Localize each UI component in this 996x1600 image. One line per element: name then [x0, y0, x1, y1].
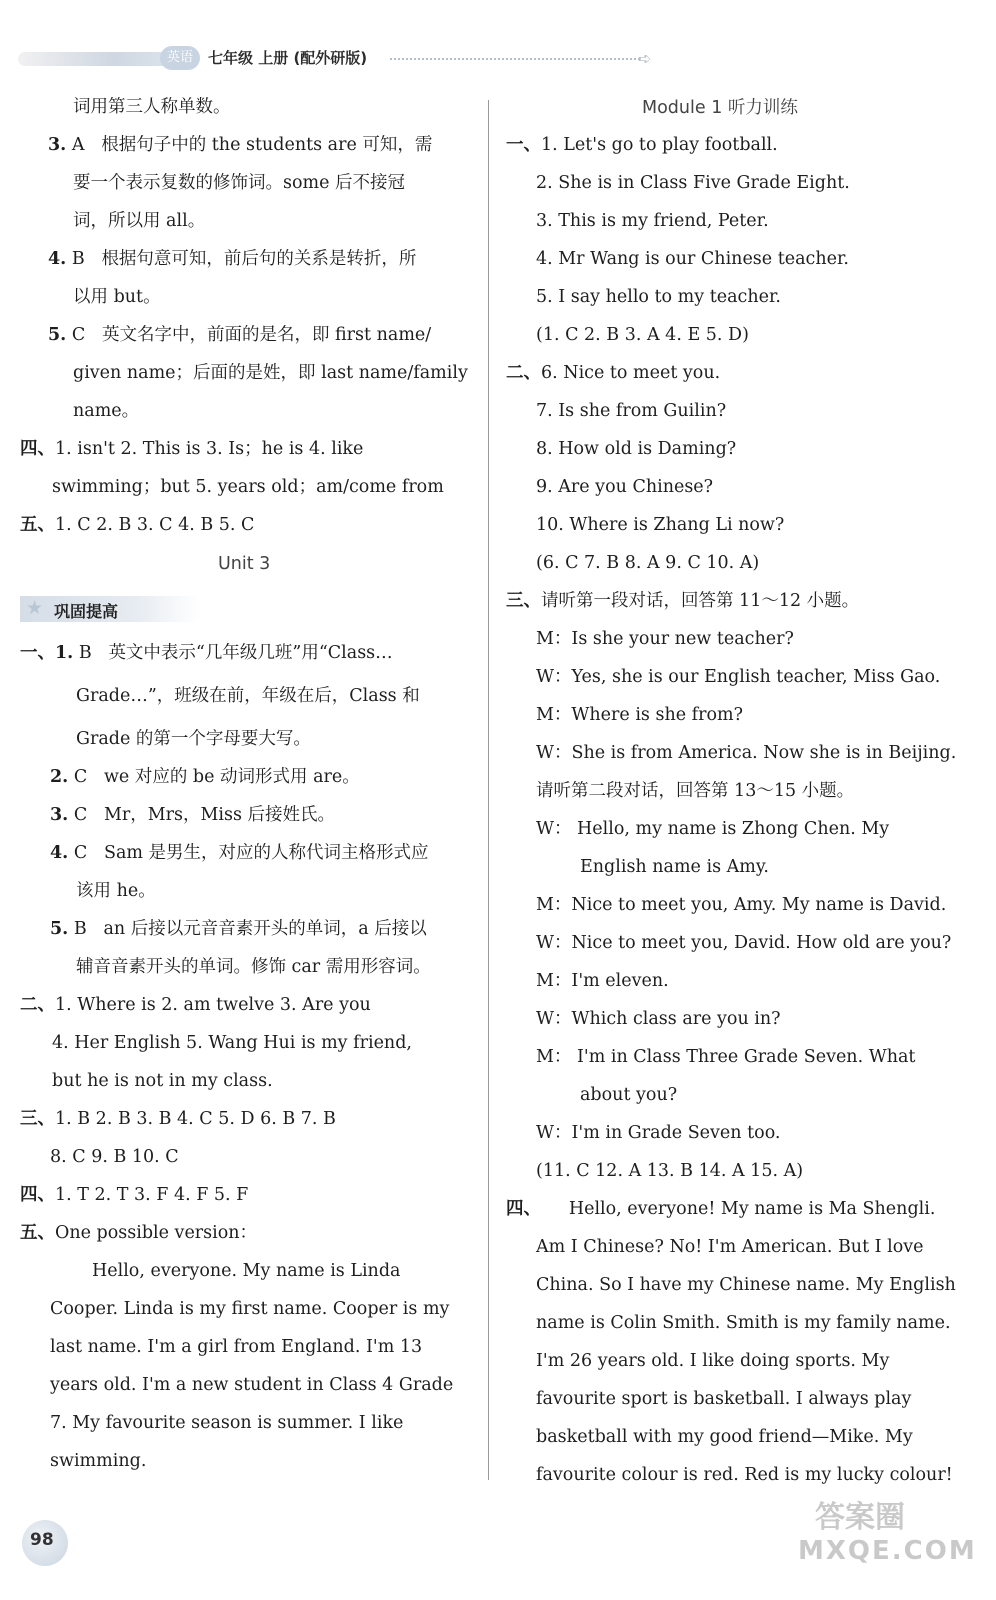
item-number: 2.	[50, 767, 69, 787]
section-label: 四、	[20, 1185, 55, 1205]
text-line: but he is not in my class.	[52, 1071, 273, 1091]
section-label: 一、	[20, 643, 55, 663]
text-line: 辅音音素开头的单词。修饰 car 需用形容词。	[76, 957, 431, 977]
passage-line	[506, 1198, 935, 1220]
answer-item	[50, 804, 335, 826]
instruction: 请听第二段对话，回答第 13～15 小题。	[536, 781, 855, 801]
answer-key: (11. C 12. A 13. B 14. A 15. A)	[536, 1161, 804, 1181]
passage-line: basketball with my good friend—Mike. My	[536, 1427, 913, 1447]
sentence: 1. Let's go to play football.	[541, 135, 778, 155]
dialogue-line: M：Is she your new teacher?	[536, 629, 794, 649]
sentence: 6. Nice to meet you.	[541, 363, 721, 383]
band-title: 巩固提高	[54, 602, 119, 621]
sentence: 4. Mr Wang is our Chinese teacher.	[536, 249, 849, 269]
item-explanation: 根据句意可知，前后句的关系是转折，所	[101, 249, 417, 269]
passage-line: favourite sport is basketball. I always play	[536, 1389, 912, 1409]
text-line: 词，所以用 all。	[73, 211, 206, 231]
item-answer: C	[73, 843, 88, 863]
text-line: Grade…”，班级在前，年级在后，Class 和	[76, 686, 420, 706]
item-explanation: 英文中表示“几年级几班”用“Class…	[108, 643, 393, 663]
dialogue-line: about you?	[580, 1085, 678, 1105]
dialogue-line: W：She is from America. Now she is in Beijing.	[536, 743, 957, 763]
item-number: 4.	[48, 249, 67, 269]
column-divider	[488, 100, 489, 1480]
text-line: swimming；but 5. years old；am/come from	[52, 477, 444, 497]
passage-line: Am I Chinese? No! I'm American. But I love	[536, 1237, 924, 1257]
arrow-icon: ➪	[638, 49, 652, 68]
header-dotted-line	[390, 58, 640, 60]
item-explanation: 根据句子中的 the students are 可知，需	[101, 135, 433, 155]
text-line: 7. My favourite season is summer. I like	[50, 1413, 404, 1433]
text-line: 8. C 9. B 10. C	[50, 1147, 179, 1167]
item-number: 3.	[48, 135, 67, 155]
dialogue-line: W：Yes, she is our English teacher, Miss Gao.	[536, 667, 941, 687]
text-line: Grade 的第一个字母要大写。	[76, 729, 311, 749]
item-answer: C	[71, 325, 86, 345]
answer-item	[50, 766, 360, 788]
dialogue-line: M：I'm eleven.	[536, 971, 669, 991]
section-label: 一、	[506, 135, 541, 155]
answer-item	[50, 842, 429, 864]
sentence: 10. Where is Zhang Li now?	[536, 515, 785, 535]
answer-key: (1. C 2. B 3. A 4. E 5. D)	[536, 325, 749, 345]
text-line: years old. I'm a new student in Class 4 Grade	[50, 1375, 454, 1395]
section-text: 1. T 2. T 3. F 4. F 5. F	[55, 1185, 249, 1205]
section-text: 1. C 2. B 3. C 4. B 5. C	[55, 515, 255, 535]
sentence: 2. She is in Class Five Grade Eight.	[536, 173, 850, 193]
section-label: 五、	[20, 515, 55, 535]
text-line: swimming.	[50, 1451, 147, 1471]
item-explanation: 英文名字中，前面的是名，即 first name/	[101, 325, 432, 345]
text-line: 该用 he。	[76, 881, 156, 901]
answer-item	[48, 324, 431, 346]
item-answer: C	[73, 767, 88, 787]
dialogue-line: W：I'm in Grade Seven too.	[536, 1123, 781, 1143]
section-four	[20, 438, 363, 460]
section-label: 四、	[506, 1199, 541, 1219]
item-number: 4.	[50, 843, 69, 863]
item-explanation: we 对应的 be 动词形式用 are。	[103, 767, 360, 787]
passage-line: name is Colin Smith. Smith is my family name.	[536, 1313, 951, 1333]
dialogue-line: W： Hello, my name is Zhong Chen. My	[536, 819, 890, 839]
item-number: 5.	[48, 325, 67, 345]
sentence: 7. Is she from Guilin?	[536, 401, 727, 421]
section-five	[20, 514, 254, 536]
page-header	[18, 44, 658, 74]
sentence: 3. This is my friend, Peter.	[536, 211, 769, 231]
exercise-three	[20, 1108, 336, 1130]
text-line: 词用第三人称单数。	[73, 97, 231, 117]
sentence: 9. Are you Chinese?	[536, 477, 714, 497]
exercise-two	[20, 994, 371, 1016]
item-explanation: an 后接以元音音素开头的单词，a 后接以	[103, 919, 427, 939]
text-line: name。	[73, 401, 140, 421]
item-number: 5.	[50, 919, 69, 939]
section-label: 四、	[20, 439, 55, 459]
watermark-url: MXQE.COM	[798, 1536, 977, 1566]
passage-line: China. So I have my Chinese name. My English	[536, 1275, 956, 1295]
unit-heading: Unit 3	[218, 554, 271, 574]
star-icon: ★	[26, 597, 44, 619]
dialogue-line: M： I'm in Class Three Grade Seven. What	[536, 1047, 916, 1067]
item-answer: A	[71, 135, 85, 155]
item-number: 3.	[50, 805, 69, 825]
dialogue-line: M：Nice to meet you, Amy. My name is David.	[536, 895, 947, 915]
dialogue-line: M：Where is she from?	[536, 705, 743, 725]
answer-key: (6. C 7. B 8. A 9. C 10. A)	[536, 553, 760, 573]
dialogue-line: W：Which class are you in?	[536, 1009, 781, 1029]
item-answer: B	[73, 919, 87, 939]
module-title: Module 1 听力训练	[642, 98, 798, 118]
script-line	[506, 362, 720, 384]
item-answer: B	[71, 249, 85, 269]
text-line: 4. Her English 5. Wang Hui is my friend,	[52, 1033, 412, 1053]
book-title: 七年级 上册 (配外研版)	[208, 49, 368, 67]
item-explanation: Mr，Mrs，Miss 后接姓氏。	[103, 805, 336, 825]
section-label: 五、	[20, 1223, 55, 1243]
exercise-four	[20, 1184, 248, 1206]
text-line: given name；后面的是姓，即 last name/family	[73, 363, 468, 383]
section-label: 三、	[506, 591, 541, 611]
answer-item	[20, 642, 393, 664]
section-text: 1. Where is 2. am twelve 3. Are you	[55, 995, 371, 1015]
text-line: last name. I'm a girl from England. I'm 13	[50, 1337, 423, 1357]
section-text: One possible version：	[55, 1223, 258, 1243]
text-line: Hello, everyone. My name is Linda	[92, 1261, 401, 1281]
dialogue-line: W：Nice to meet you, David. How old are you?	[536, 933, 952, 953]
text-line: 要一个表示复数的修饰词。some 后不接冠	[73, 173, 406, 193]
passage-text: Hello, everyone! My name is Ma Shengli.	[568, 1199, 936, 1219]
section-band	[20, 596, 200, 622]
sentence: 5. I say hello to my teacher.	[536, 287, 781, 307]
page-number: 98	[30, 1530, 54, 1550]
text-line: 以用 but。	[73, 287, 161, 307]
section-label: 三、	[20, 1109, 55, 1129]
item-answer: B	[78, 643, 92, 663]
instruction: 请听第一段对话，回答第 11～12 小题。	[541, 591, 860, 611]
item-explanation: Sam 是男生，对应的人称代词主格形式应	[103, 843, 429, 863]
passage-line: favourite colour is red. Red is my lucky colour!	[536, 1465, 953, 1485]
section-label: 二、	[506, 363, 541, 383]
subject-badge: 英语	[160, 46, 200, 70]
answer-item	[48, 248, 416, 270]
dialogue-line: English name is Amy.	[580, 857, 769, 877]
item-answer: C	[73, 805, 88, 825]
section-label: 二、	[20, 995, 55, 1015]
watermark-logo: 答案圈	[815, 1500, 905, 1535]
exercise-five	[20, 1222, 257, 1244]
item-number: 1.	[55, 643, 74, 663]
answer-item	[48, 134, 432, 156]
answer-item	[50, 918, 427, 940]
script-line	[506, 590, 859, 612]
section-text: 1. B 2. B 3. B 4. C 5. D 6. B 7. B	[55, 1109, 336, 1129]
text-line: Cooper. Linda is my first name. Cooper is my	[50, 1299, 450, 1319]
sentence: 8. How old is Daming?	[536, 439, 737, 459]
section-text: 1. isn't 2. This is 3. Is；he is 4. like	[55, 439, 364, 459]
passage-line: I'm 26 years old. I like doing sports. My	[536, 1351, 890, 1371]
script-line	[506, 134, 778, 156]
